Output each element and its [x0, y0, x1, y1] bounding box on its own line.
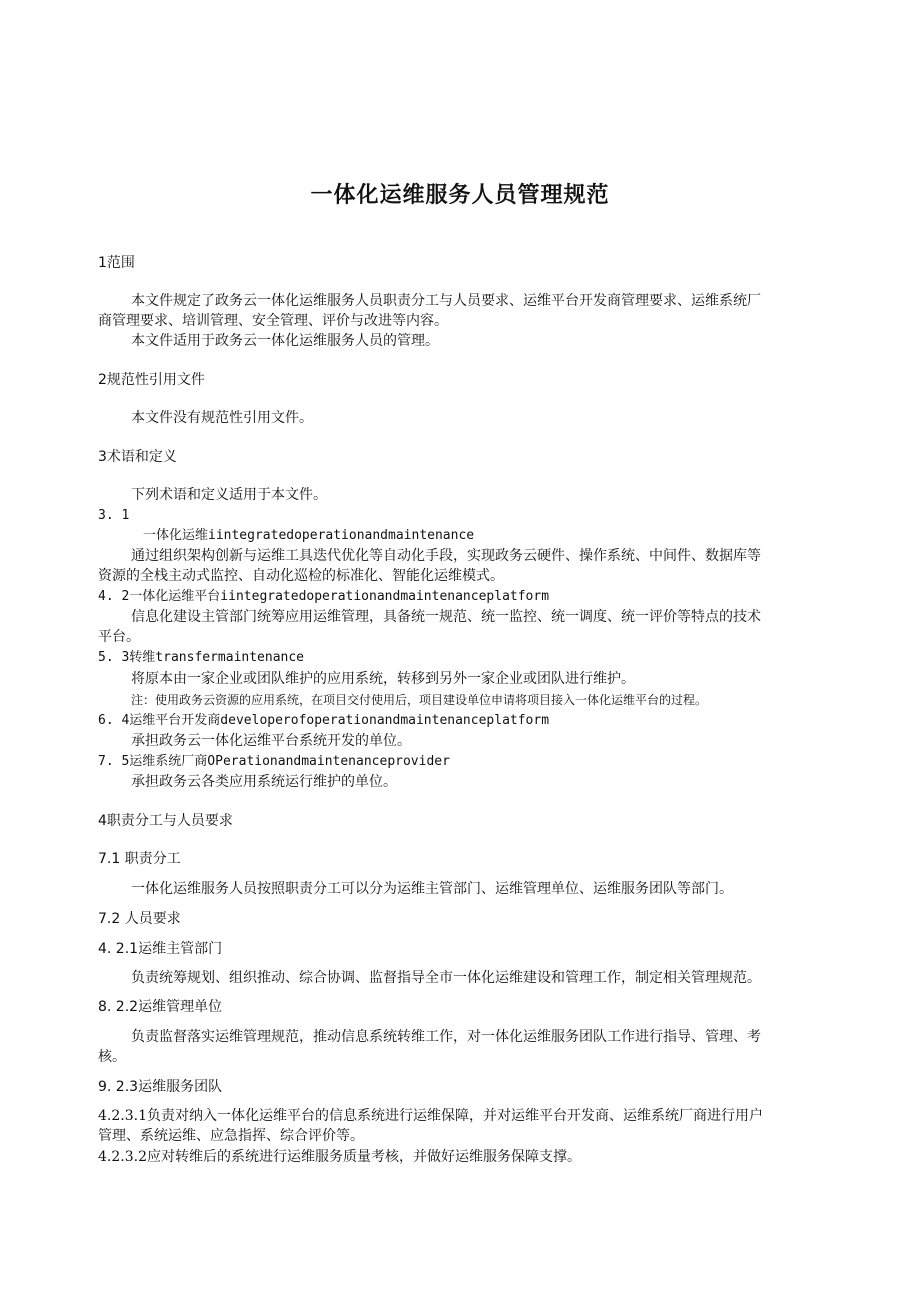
term-3-line: 5. 3转维transfermaintenance	[98, 650, 305, 665]
term-1-name: 一体化运维iintegratedoperationandmaintenance	[143, 528, 475, 543]
term-1-number: 3. 1	[98, 508, 130, 523]
subsection-4-2-1-paragraph: 负责统筹规划、组织推动、综合协调、监督指导全市一体化运维建设和管理工作，制定相关管理规范。	[131, 970, 761, 986]
term-5-line: 7. 5运维系统厂商OPerationandmaintenanceprovider	[98, 754, 450, 769]
section-1-paragraph-2: 本文件适用于政务云一体化运维服务人员的管理。	[131, 333, 439, 349]
section-1-heading: 1范围	[98, 255, 135, 271]
term-1-definition-line-1: 通过组织架构创新与运维工具迭代优化等自动化手段，实现政务云硬件、操作系统、中间件、数据库等	[131, 548, 761, 564]
subsection-4-2-1-heading: 4. 2.1运维主管部门	[98, 941, 223, 957]
section-3-heading: 3术语和定义	[98, 449, 177, 465]
term-2-line: 4. 2一体化运维平台iintegratedoperationandmaintenanceplatform	[98, 589, 550, 604]
subsection-8-2-2-heading: 8. 2.2运维管理单位	[98, 999, 223, 1015]
subsection-9-2-3-heading: 9. 2.3运维服务团队	[98, 1079, 223, 1095]
subsection-8-2-2-paragraph-line-1: 负责监督落实运维管理规范，推动信息系统转维工作，对一体化运维服务团队工作进行指导、管理、考	[131, 1029, 761, 1045]
term-2-definition-line-2: 平台。	[98, 629, 140, 645]
term-3-definition: 将原本由一家企业或团队维护的应用系统，转移到另外一家企业或团队进行维护。	[131, 671, 635, 687]
document-title: 一体化运维服务人员管理规范	[310, 183, 610, 208]
subsection-7-1-heading: 7.1 职责分工	[98, 851, 181, 867]
term-3-note: 注：使用政务云资源的应用系统，在项目交付使用后，项目建设单位申请将项目接入一体化运维平台的过程。	[131, 693, 708, 707]
section-1-paragraph-1-line-1: 本文件规定了政务云一体化运维服务人员职责分工与人员要求、运维平台开发商管理要求、运维系统厂	[131, 293, 761, 309]
section-3-intro: 下列术语和定义适用于本文件。	[131, 487, 327, 503]
subsection-7-1-paragraph: 一体化运维服务人员按照职责分工可以分为运维主管部门、运维管理单位、运维服务团队等部门。	[131, 881, 733, 897]
term-2-definition-line-1: 信息化建设主管部门统筹应用运维管理，具备统一规范、统一监控、统一调度、统一评价等特点的技术	[131, 609, 761, 625]
section-1-paragraph-1-line-2: 商管理要求、培训管理、安全管理、评价与改进等内容。	[98, 313, 448, 329]
section-2-paragraph: 本文件没有规范性引用文件。	[131, 410, 313, 426]
clause-4-2-3-1-line-2: 管理、系统运维、应急指挥、综合评价等。	[98, 1128, 364, 1144]
term-4-line: 6. 4运维平台开发商developerofoperationandmaintenanceplatform	[98, 713, 550, 728]
subsection-7-2-heading: 7.2 人员要求	[98, 911, 181, 927]
section-2-heading: 2规范性引用文件	[98, 372, 205, 388]
term-5-definition: 承担政务云各类应用系统运行维护的单位。	[131, 774, 397, 790]
term-4-definition: 承担政务云一体化运维平台系统开发的单位。	[131, 733, 411, 749]
term-1-definition-line-2: 资源的全栈主动式监控、自动化巡检的标准化、智能化运维模式。	[98, 568, 504, 584]
clause-4-2-3-1-line-1: 4.2.3.1负责对纳入一体化运维平台的信息系统进行运维保障，并对运维平台开发商、运维系统厂商进行用户	[98, 1108, 763, 1124]
section-4-heading: 4职责分工与人员要求	[98, 813, 233, 829]
subsection-8-2-2-paragraph-line-2: 核。	[98, 1049, 126, 1065]
clause-4-2-3-2: 4.2.3.2应对转维后的系统进行运维服务质量考核，并做好运维服务保障支撑。	[98, 1149, 581, 1165]
